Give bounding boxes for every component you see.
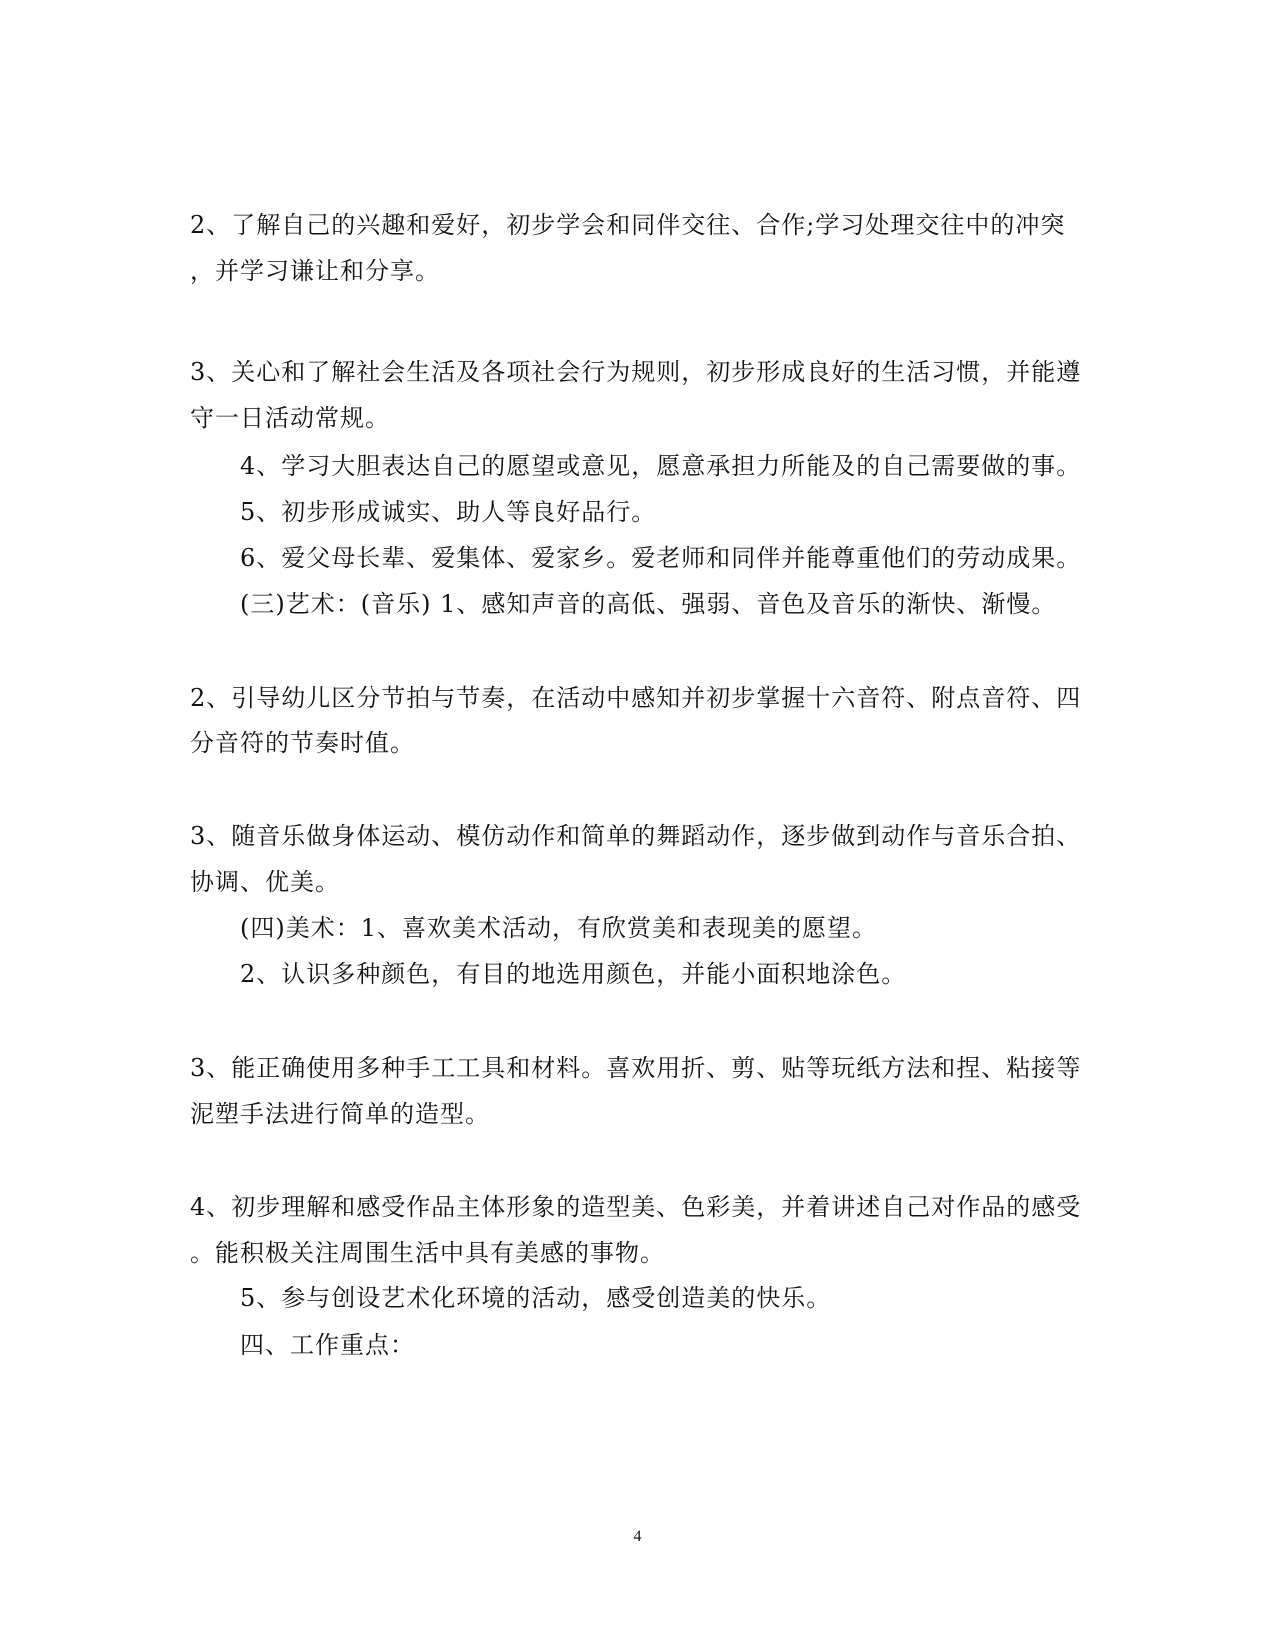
text-line: 6、爱父母长辈、爱集体、爱家乡。爱老师和同伴并能尊重他们的劳动成果。	[240, 544, 1082, 572]
text-line: (三)艺术：(音乐) 1、感知声音的高低、强弱、音色及音乐的渐快、渐慢。	[240, 590, 1057, 618]
text-line: (四)美术：1、喜欢美术活动，有欣赏美和表现美的愿望。	[240, 914, 877, 942]
text-line: 3、关心和了解社会生活及各项社会行为规则，初步形成良好的生活习惯，并能遵	[190, 358, 1082, 386]
text-line: 5、初步形成诚实、助人等良好品行。	[240, 498, 657, 526]
text-line: 3、能正确使用多种手工工具和材料。喜欢用折、剪、贴等玩纸方法和捏、粘接等	[190, 1054, 1082, 1082]
text-line: 2、了解自己的兴趣和爱好，初步学会和同伴交往、合作;学习处理交往中的冲突	[190, 211, 1066, 239]
text-line: 2、认识多种颜色，有目的地选用颜色，并能小面积地涂色。	[240, 960, 907, 988]
text-line: 3、随音乐做身体运动、模仿动作和简单的舞蹈动作，逐步做到动作与音乐合拍、	[190, 822, 1082, 850]
text-line: 协调、优美。	[190, 868, 340, 896]
text-line: 4、初步理解和感受作品主体形象的造型美、色彩美，并着讲述自己对作品的感受	[190, 1193, 1082, 1221]
text-line: 4、学习大胆表达自己的愿望或意见，愿意承担力所能及的自己需要做的事。	[240, 452, 1082, 480]
text-line: ，并学习谦让和分享。	[190, 257, 440, 285]
text-line: 守一日活动常规。	[190, 404, 390, 432]
text-line: 5、参与创设艺术化环境的活动，感受创造美的快乐。	[240, 1284, 832, 1312]
text-line: 2、引导幼儿区分节拍与节奏，在活动中感知并初步掌握十六音符、附点音符、四	[190, 684, 1082, 712]
text-line: 四、工作重点：	[240, 1331, 415, 1359]
text-line: 分音符的节奏时值。	[190, 729, 415, 757]
text-line: 泥塑手法进行简单的造型。	[190, 1100, 490, 1128]
page-number: 4	[633, 1528, 642, 1545]
text-line: 。能积极关注周围生活中具有美感的事物。	[190, 1239, 665, 1267]
